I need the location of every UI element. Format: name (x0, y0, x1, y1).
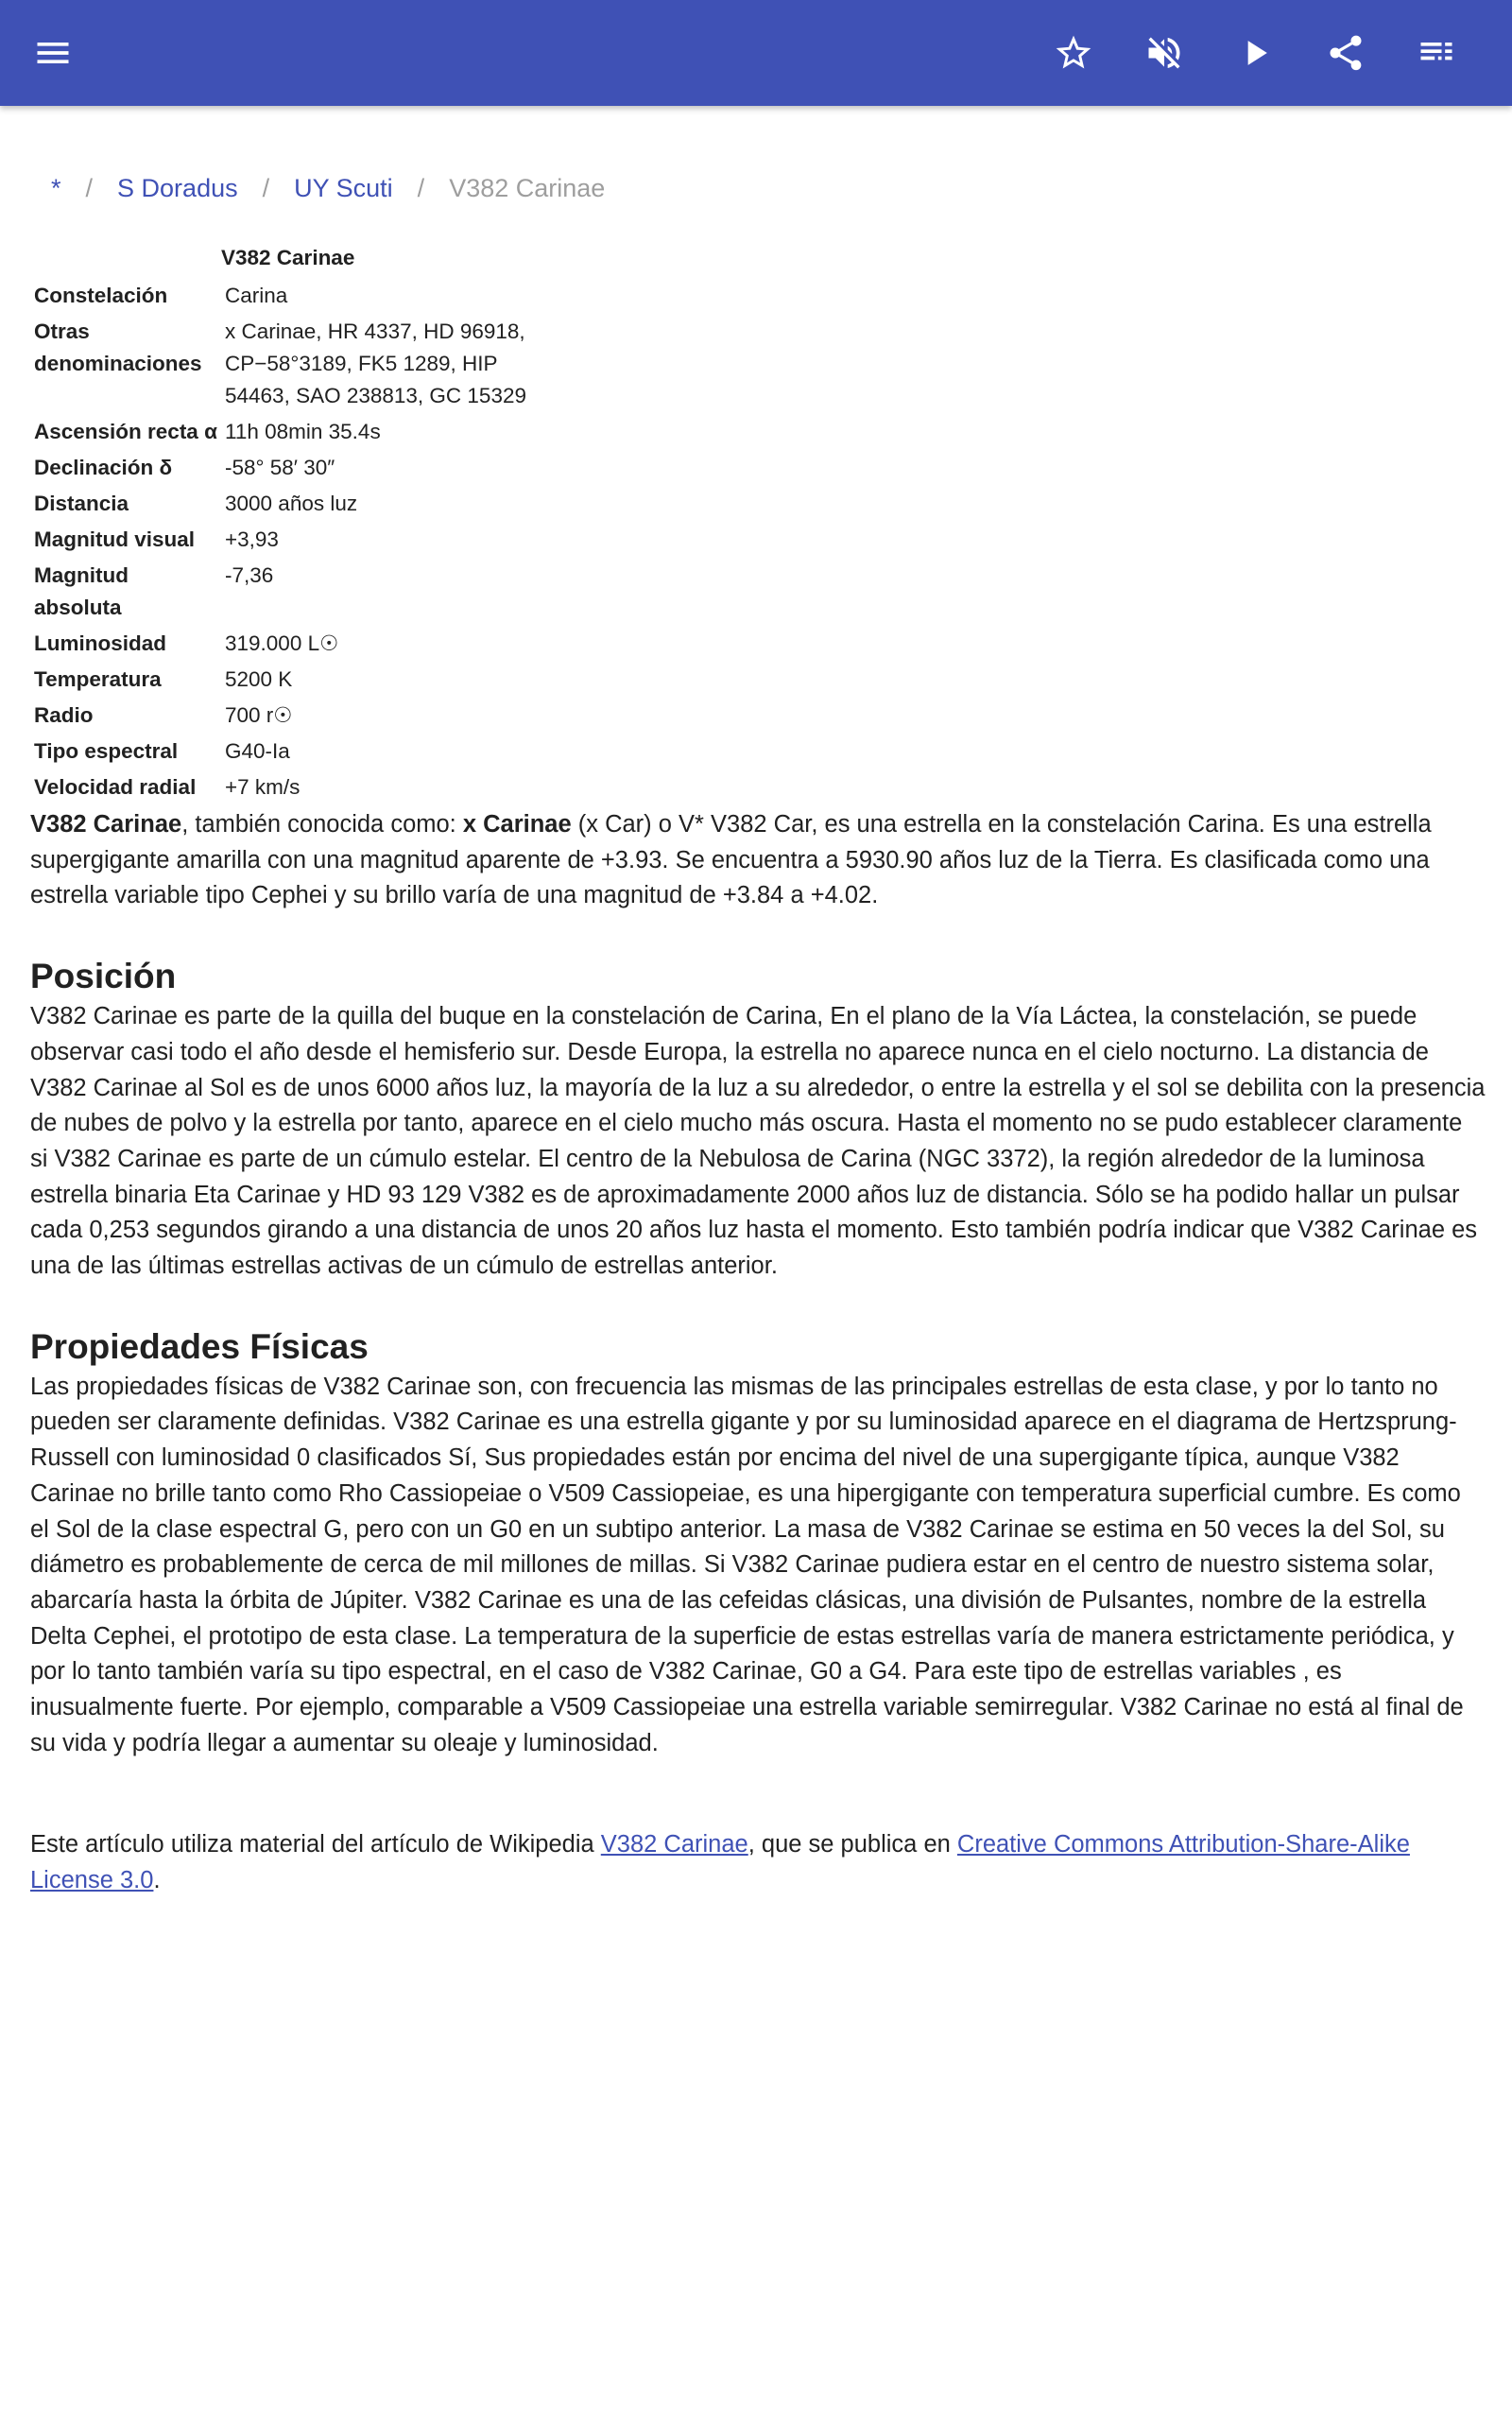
menu-icon (32, 32, 74, 74)
breadcrumb-separator: / (262, 173, 270, 202)
infobox (30, 240, 541, 805)
share-button[interactable] (1315, 23, 1376, 83)
infobox-value: +3,93 (225, 527, 279, 551)
breadcrumb-separator: / (417, 173, 425, 202)
infobox-value: Carina (225, 284, 288, 307)
infobox-label: Constelación (34, 284, 168, 307)
infobox-row (30, 450, 541, 486)
infobox-row (30, 486, 541, 522)
intro-text: (x Car) o V* V382 Car, es una estrella en la constelación Carina. Es una estrella supergigante amarilla con una magnitud aparente de +3.93. Se encuentra a 5930.90 años luz de la Tierra. Es clasificada como una estrella variable tipo Cephei y su brillo varía de una magnitud de +3.84 a +4.02. (30, 811, 1432, 909)
playlist-icon (1416, 32, 1457, 74)
footer-text: . (153, 1867, 161, 1894)
share-icon (1325, 32, 1366, 74)
infobox-label: Velocidad radial (34, 775, 197, 799)
infobox-value: -58° 58′ 30″ (225, 456, 335, 479)
infobox-row (30, 414, 541, 450)
infobox-value: 5200 K (225, 667, 293, 691)
wikipedia-article-link[interactable]: V382 Carinae (600, 1831, 748, 1858)
section-heading-posicion: Posición (30, 957, 177, 996)
breadcrumb (51, 168, 605, 208)
infobox-value: 11h 08min 35.4s (225, 420, 381, 443)
infobox-row (30, 769, 541, 805)
star-outline-icon (1053, 32, 1094, 74)
infobox-row (30, 314, 541, 414)
infobox-row (30, 626, 541, 662)
section-heading-propiedades: Propiedades Físicas (30, 1326, 369, 1366)
infobox-row (30, 522, 541, 558)
intro-text: , también conocida como: (181, 811, 463, 838)
infobox-caption-row (30, 240, 541, 278)
infobox-value: 319.000 L☉ (225, 631, 339, 655)
table-of-contents-button[interactable] (1406, 23, 1467, 83)
infobox-label: Tipo espectral (34, 739, 179, 763)
section-paragraph-propiedades: Las propiedades físicas de V382 Carinae son, con frecuencia las mismas de las principales estrellas de esta clase, y por lo tanto no pueden ser claramente definidas. V382 Carinae es una estrella gigante y por su luminosidad aparece en el diagrama de Hertzsprung-Russell con luminosidad 0 clasificados Sí, Sus propiedades están por encima del nivel de una supergigante típica, aunque V382 Carinae no brille tanto como Rho Cassiopeiae o V509 Cassiopeiae, es una hipergigante con temperatura superficial cumbre. Es como el Sol de la clase espectral G, pero con un G0 en un subtipo anterior. La masa de V382 Carinae se estima en 50 veces la del Sol, su diámetro es probablemente de cerca de mil millones de millas. Si V382 Carinae pudiera estar en el centro de nuestro sistema solar, abarcaría hasta la órbita de Júpiter. V382 Carinae es una de las cefeidas clásicas, una división de Pulsantes, nombre de la estrella Delta Cephei, el prototipo de esta clase. La temperatura de la superficie de estas estrellas varía de manera estrictamente periódica, y por lo tanto también varía su tipo espectral, en el caso de V382 Carinae, G0 a G4. Para este tipo de estrellas variables , es inusualmente fuerte. Por ejemplo, comparable a V509 Cassiopeiae una estrella variable semirregular. V382 Carinae no está al final de su vida y podría llegar a aumentar su oleaje y luminosidad. (30, 1373, 1464, 1756)
infobox-row (30, 734, 541, 769)
section-paragraph-posicion: V382 Carinae es parte de la quilla del buque en la constelación de Carina, En el plano de la Vía Láctea, la constelación, se puede observar casi todo el año desde el hemisferio sur. Desde Europa, la estrella no aparece nunca en el cielo nocturno. La distancia de V382 Carinae al Sol es de unos 6000 años luz, la mayoría de la luz a su alrededor, o entre la estrella y el sol se debilita con la presencia de nubes de polvo y la estrella por tanto, aparece en el cielo mucho más oscura. Hasta el momento no se pudo establecer claramente si V382 Carinae es parte de un cúmulo estelar. El centro de la Nebulosa de Carina (NGC 3372), la región alrededor de la luminosa estrella binaria Eta Carinae y HD 93 129 V382 es de aproximadamente 2000 años luz de distancia. Sólo se ha podido hallar un pulsar cada 0,253 segundos girando a una distancia de unos 20 años luz hasta el momento. Esto también podría indicar que V382 Carinae es una de las últimas estrellas activas de un cúmulo de estrellas anterior. (30, 1003, 1486, 1280)
footer-text: , que se publica en (747, 1831, 957, 1858)
infobox-row (30, 662, 541, 698)
intro-star-name: V382 Carinae (30, 811, 182, 838)
breadcrumb-separator: / (85, 173, 94, 202)
infobox-row (30, 698, 541, 734)
license-footer (30, 1827, 1486, 1898)
play-icon (1234, 32, 1276, 74)
breadcrumb-current: V382 Carinae (449, 173, 606, 202)
mute-button[interactable] (1134, 23, 1194, 83)
footer-text: Este artículo utiliza material del artículo de Wikipedia (30, 1831, 601, 1858)
infobox-value: x Carinae, HR 4337, HD 96918, CP−58°3189, FK5 1289, HIP 54463, SAO 238813, GC 15329 (225, 320, 526, 407)
infobox-value: +7 km/s (225, 775, 301, 799)
infobox-row (30, 558, 541, 626)
breadcrumb-uy-scuti[interactable]: UY Scuti (294, 173, 393, 202)
infobox-label: Magnitud absoluta (34, 563, 129, 619)
intro-alt-name: x Carinae (462, 811, 572, 838)
infobox-label: Otras denominaciones (34, 320, 202, 375)
infobox-label: Distancia (34, 492, 129, 515)
infobox-label: Ascensión recta α (34, 420, 217, 443)
license-link[interactable]: Creative Commons Attribution-Share-Alike License 3.0 (30, 1831, 1410, 1894)
infobox-value: -7,36 (225, 563, 274, 587)
article-body (30, 807, 1486, 1899)
intro-paragraph (30, 807, 1486, 914)
infobox-title: V382 Carinae (221, 246, 355, 269)
breadcrumb-s-doradus[interactable]: S Doradus (117, 173, 238, 202)
infobox-value: 3000 años luz (225, 492, 358, 515)
infobox-label: Luminosidad (34, 631, 166, 655)
breadcrumb-root[interactable]: * (51, 173, 61, 202)
volume-off-icon (1143, 32, 1185, 74)
infobox-value: G40-Ia (225, 739, 290, 763)
infobox-row (30, 278, 541, 314)
infobox-label: Magnitud visual (34, 527, 196, 551)
infobox-label: Temperatura (34, 667, 162, 691)
app-bar (0, 0, 1512, 106)
favorite-button[interactable] (1043, 23, 1104, 83)
infobox-value: 700 r☉ (225, 703, 293, 727)
menu-button[interactable] (23, 23, 83, 83)
infobox-label: Radio (34, 703, 94, 727)
infobox-label: Declinación δ (34, 456, 173, 479)
play-button[interactable] (1225, 23, 1285, 83)
